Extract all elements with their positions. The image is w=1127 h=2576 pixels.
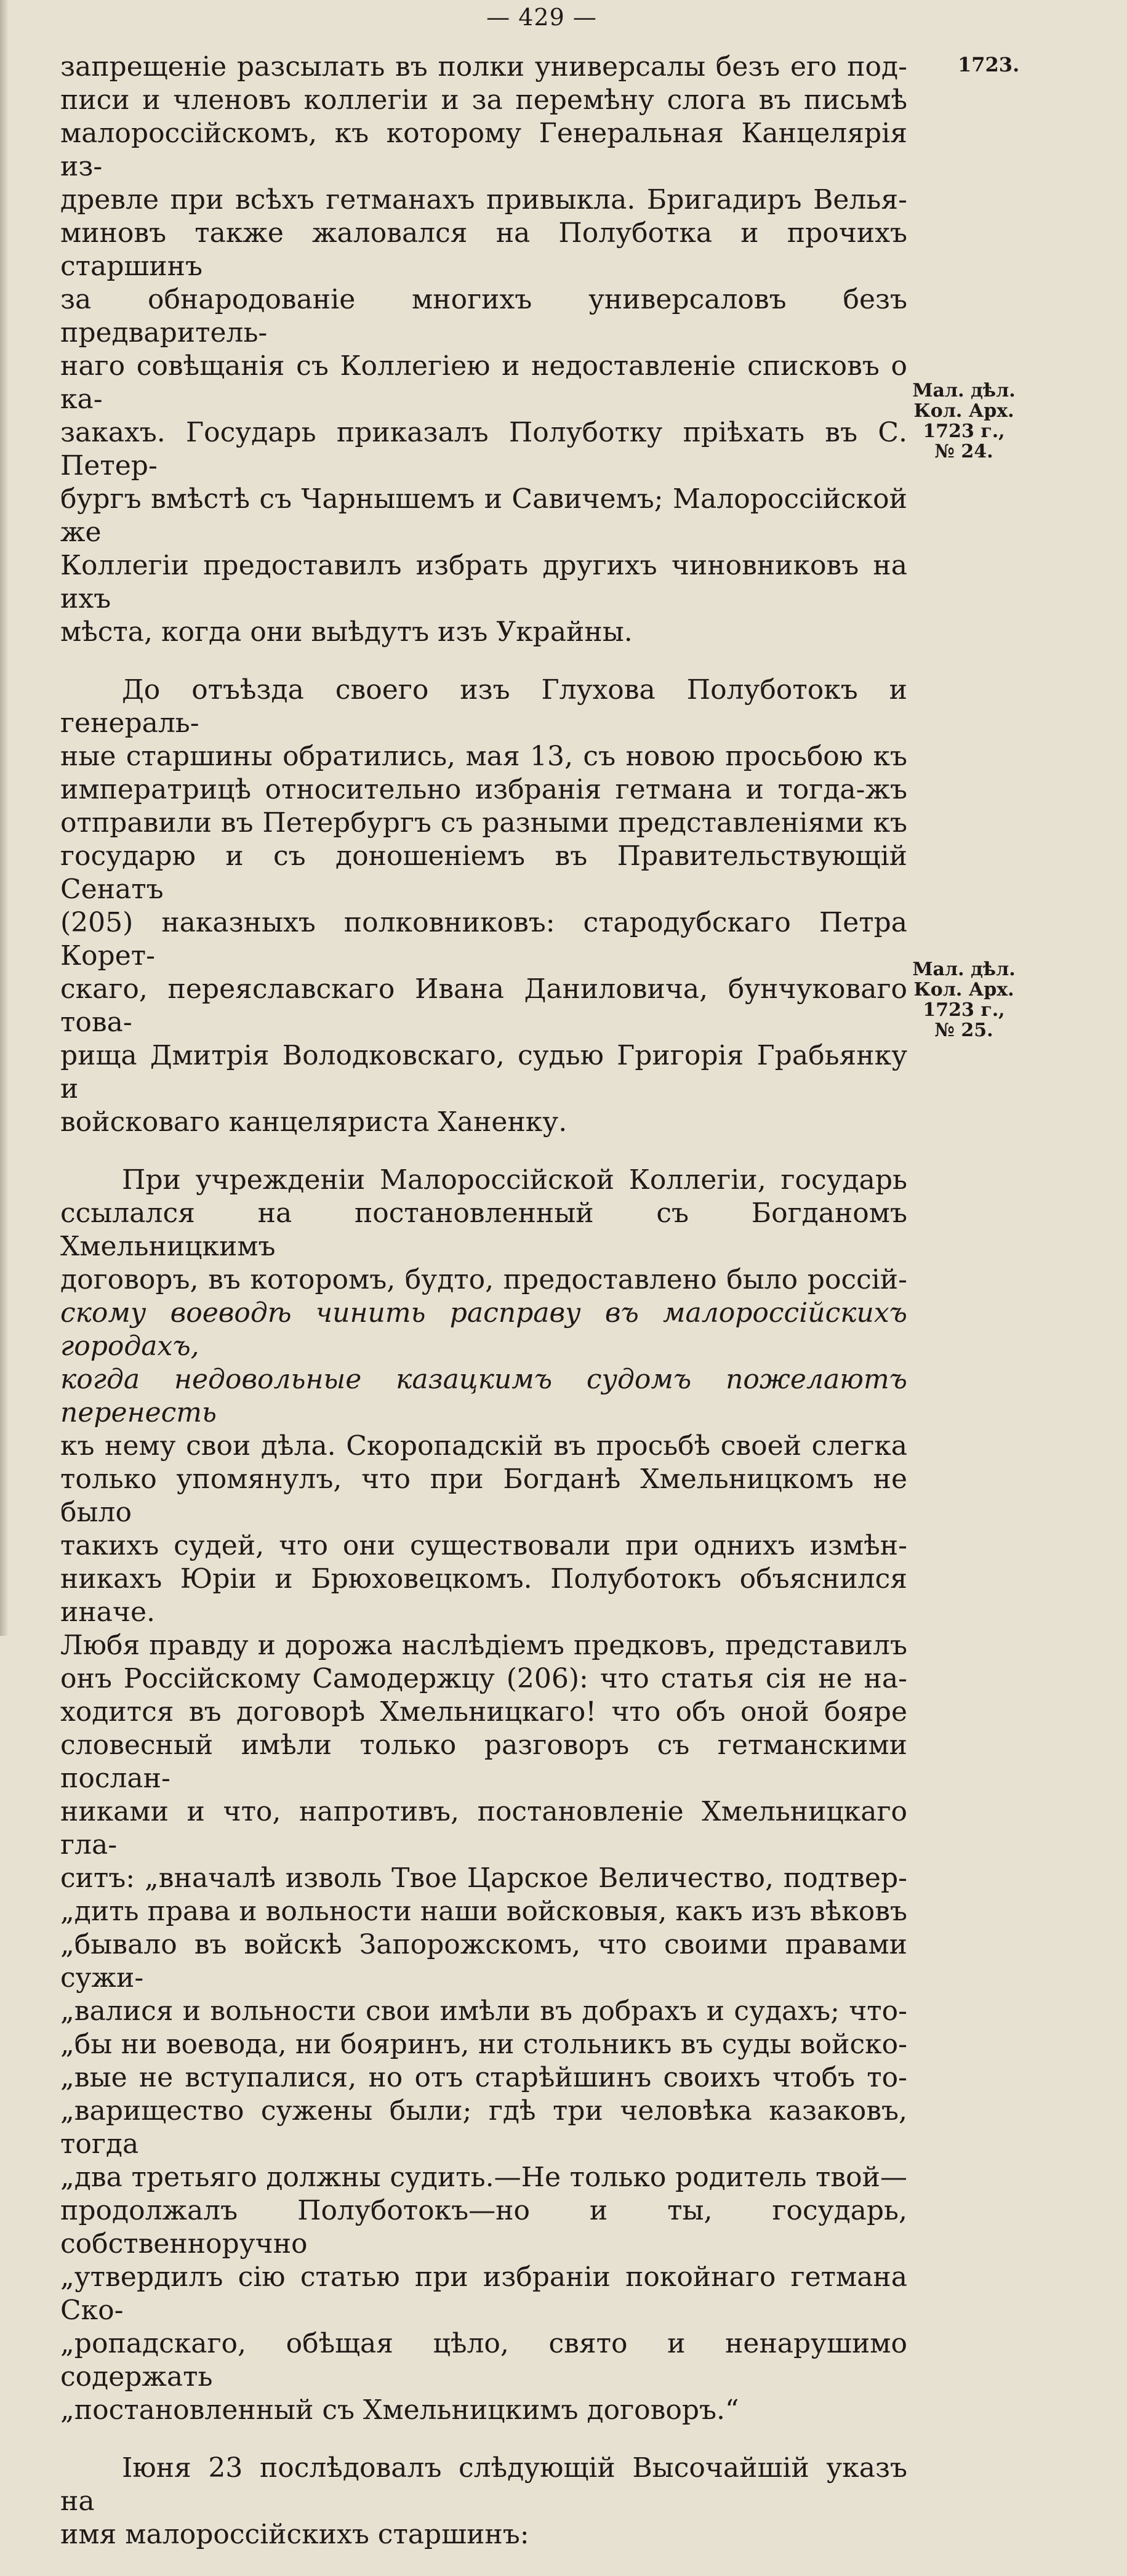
margin-note-line: Кол. Арх. (913, 400, 1014, 422)
text-line: При учрежденіи Малороссійской Коллегіи, государь (122, 1164, 907, 1196)
text-line: Іюня 23 послѣдовалъ слѣдующій Высочайшій указъ на (60, 2452, 907, 2517)
text-line-italic: когда недовольные казацкимъ судомъ пожелаютъ перенесть (60, 1364, 907, 1428)
text-line: продолжалъ Полуботокъ—но и ты, государь, собственноручно (60, 2195, 907, 2260)
margin-note-line: Кол. Арх. (913, 979, 1014, 1000)
text-line: „два третьяго должны судить.—Не только родитель твой— (60, 2162, 907, 2193)
text-line: такихъ судей, что они существовали при однихъ измѣн- (60, 1530, 907, 1561)
text-line: бургъ вмѣстѣ съ Чарнышемъ и Савичемъ; Малороссійской же (60, 483, 907, 548)
paragraph-2 (60, 674, 907, 1139)
text-line: только упомянулъ, что при Богданѣ Хмельницкомъ не было (60, 1463, 907, 1528)
margin-note-archive-24 (902, 380, 1025, 462)
text-line: никами и что, напротивъ, постановленіе Хмельницкаго гла- (60, 1796, 907, 1861)
text-line: ссылался на постановленный съ Богданомъ Хмельницкимъ (60, 1197, 907, 1262)
text-line: государю и съ доношеніемъ въ Правительствующій Сенатъ (60, 840, 907, 905)
text-line: къ нему свои дѣла. Скоропадскій въ просьбѣ своей слегка (60, 1430, 907, 1462)
text-line: писи и членовъ коллегіи и за перемѣну слога въ письмѣ (60, 84, 907, 116)
text-line: „вые не вступалися, но отъ старѣйшинъ своихъ чтобъ то- (60, 2062, 907, 2093)
text-line: скаго, переяславскаго Ивана Даниловича, бунчуковаго това- (60, 973, 907, 1038)
text-line: малороссійскомъ, къ которому Генеральная Канцелярія из- (60, 118, 907, 182)
text-line: миновъ также жаловался на Полуботка и прочихъ старшинъ (60, 217, 907, 282)
margin-note-line: Мал. дѣл. (912, 959, 1016, 980)
text-line: „бывало въ войскѣ Запорожскомъ, что своими правами сужи- (60, 1929, 907, 1994)
page-edge-shadow (0, 0, 9, 1636)
text-line: „утвердилъ сію статью при избраніи покойнаго гетмана Ско- (60, 2261, 907, 2326)
text-line: мѣста, когда они выѣдутъ изъ Украйны. (60, 616, 633, 648)
text-line: наго совѣщанія съ Коллегіею и недоставленіе списковъ о ка- (60, 350, 907, 415)
text-line: „варищество сужены были; гдѣ три человѣка казаковъ, тогда (60, 2095, 907, 2160)
text-line: До отъѣзда своего изъ Глухова Полуботокъ и генераль- (60, 674, 907, 739)
margin-note-line: 1723 г., (923, 421, 1005, 442)
text-line: договоръ, въ которомъ, будто, предоставлено было россій- (60, 1264, 907, 1295)
margin-note-archive-25 (902, 959, 1025, 1040)
text-line: войсковаго канцеляриста Ханенку. (60, 1106, 568, 1138)
text-line: никахъ Юріи и Брюховецкомъ. Полуботокъ объяснился иначе. (60, 1563, 907, 1628)
text-line: древле при всѣхъ гетманахъ привыкла. Бригадиръ Велья- (60, 184, 907, 215)
text-line: ные старшины обратились, мая 13, съ новою просьбою къ (60, 741, 907, 772)
page-number: — 429 — (486, 4, 597, 31)
text-line: рища Дмитрія Володковскаго, судью Григорія Грабьянку и (60, 1040, 907, 1105)
text-line: ходится въ договорѣ Хмельницкаго! что объ оной бояре (60, 1696, 907, 1728)
text-line: „валися и вольности свои имѣли въ добрахъ и судахъ; что- (60, 1995, 907, 2027)
text-line: словесный имѣли только разговоръ съ гетманскими послан- (60, 1729, 907, 1794)
text-line: „постановленный съ Хмельницкимъ договоръ.“ (60, 2394, 739, 2426)
text-line: отправили въ Петербургъ съ разными представленіями къ (60, 807, 907, 839)
text-line: „ропадскаго, обѣщая цѣло, свято и ненарушимо содержать (60, 2328, 907, 2393)
text-line: за обнародованіе многихъ универсаловъ безъ предваритель- (60, 284, 907, 348)
paragraph-3 (60, 1164, 907, 2427)
main-text (60, 50, 907, 2576)
text-line: запрещеніе разсылать въ полки универсалы безъ его под- (60, 51, 907, 83)
text-line: „дить права и вольности наши войсковыя, какъ изъ вѣковъ (60, 1896, 907, 1927)
text-line-italic: скому воеводѣ чинить расправу въ малороссійскихъ городахъ, (60, 1297, 907, 1362)
text-line: Коллегіи предоставилъ избрать другихъ чиновниковъ на ихъ (60, 550, 907, 614)
paragraph-1 (60, 50, 907, 649)
text-line: имя малороссійскихъ старшинъ: (60, 2519, 529, 2550)
text-line: онъ Россійскому Самодержцу (206): что статья сія не на- (60, 1663, 907, 1694)
text-line: императрицѣ относительно избранія гетмана и тогда-жъ (60, 774, 907, 805)
margin-note-line: Мал. дѣл. (912, 380, 1016, 401)
text-line: „бы ни воевода, ни бояринъ, ни стольникъ въ суды войско- (60, 2029, 907, 2060)
text-line: ситъ: „вначалѣ изволь Твое Царское Величество, подтвер- (60, 1862, 907, 1894)
margin-note-line: № 25. (934, 1020, 993, 1041)
margin-note-line: 1723 г., (923, 999, 1005, 1021)
margin-note-line: № 24. (934, 441, 993, 462)
paragraph-4 (60, 2452, 907, 2551)
text-line: закахъ. Государь приказалъ Полуботку пріѣхать въ С. Петер- (60, 417, 907, 481)
text-line: Любя правду и дорожа наслѣдіемъ предковъ, представилъ (60, 1630, 907, 1661)
year-marker: 1723. (958, 53, 1020, 76)
text-line: (205) наказныхъ полковниковъ: стародубскаго Петра Корет- (60, 907, 907, 972)
